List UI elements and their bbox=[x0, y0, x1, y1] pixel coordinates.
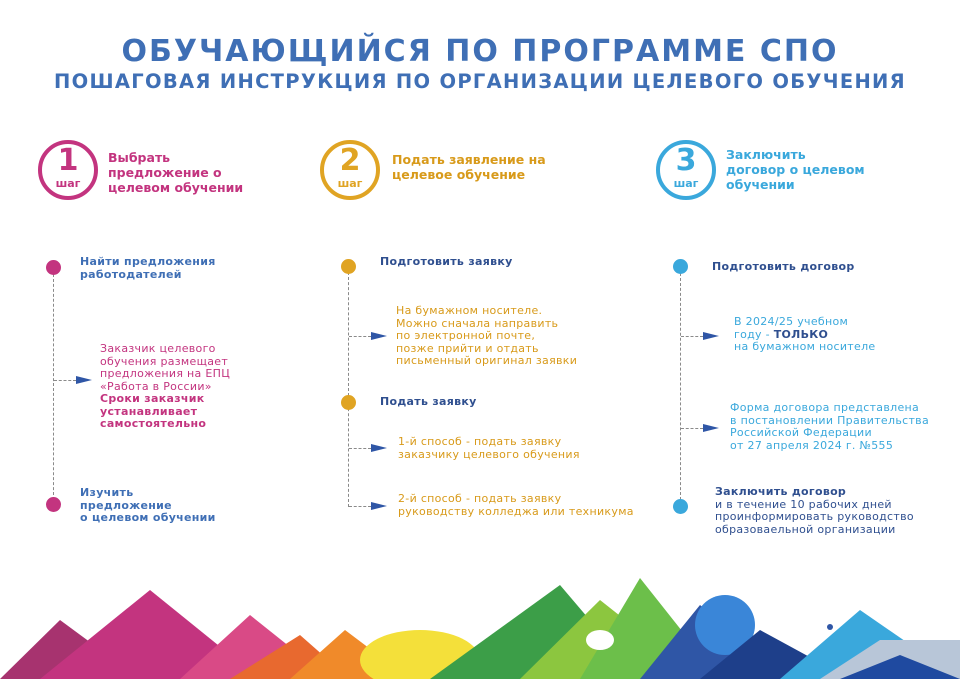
connector-line bbox=[54, 380, 76, 381]
col2-way1 bbox=[398, 436, 580, 461]
timeline-dot bbox=[673, 499, 688, 514]
step-3-badge bbox=[656, 140, 716, 200]
timeline-line-3 bbox=[680, 273, 681, 505]
col2-prepare-text: Подготовить заявку bbox=[380, 255, 513, 268]
step-3-label: шаг bbox=[673, 177, 699, 190]
text-line: проинформировать руководство bbox=[715, 510, 914, 523]
text-line: устанавливает bbox=[100, 404, 198, 418]
arrow-right-icon bbox=[371, 502, 387, 510]
text-line: самостоятельно bbox=[100, 417, 207, 430]
step-1-number: 1 bbox=[57, 143, 79, 178]
col2-way2 bbox=[398, 493, 634, 518]
arrow-right-icon bbox=[703, 424, 719, 432]
text-line: о целевом обучении bbox=[80, 511, 216, 524]
text-line: письменный оригинал заявки bbox=[396, 354, 578, 367]
text-line: В 2024/25 учебном bbox=[734, 315, 849, 328]
step-2-title-line: Подать заявление на bbox=[392, 152, 546, 167]
step-1-title-line: Выбрать bbox=[108, 150, 171, 165]
text-line: в постановлении Правительства bbox=[730, 413, 929, 427]
step-1-title bbox=[108, 150, 243, 195]
text-line: Заказчик целевого bbox=[100, 342, 216, 355]
step-3-title bbox=[726, 147, 865, 192]
arrow-right-icon bbox=[76, 376, 92, 384]
text-fragment: году - bbox=[734, 327, 774, 341]
col1-start-text bbox=[80, 256, 216, 281]
step-2-title-line: целевое обучение bbox=[392, 167, 526, 182]
text-line: обучения размещает bbox=[100, 354, 229, 368]
step-3-title-line: обучении bbox=[726, 177, 795, 192]
text-line: предложение bbox=[80, 498, 172, 512]
arrow-right-icon bbox=[371, 332, 387, 340]
col2-submit-text: Подать заявку bbox=[380, 395, 477, 408]
text-line: работодателей bbox=[80, 267, 182, 281]
step-2-number: 2 bbox=[339, 143, 361, 178]
text-line: позже прийти и отдать bbox=[396, 341, 539, 355]
step-3-title-line: договор о целевом bbox=[726, 162, 865, 177]
timeline-dot bbox=[46, 497, 61, 512]
step-1-title-line: предложение о bbox=[108, 165, 222, 180]
timeline-dot bbox=[341, 395, 356, 410]
timeline-line-2 bbox=[348, 272, 349, 507]
connector-line bbox=[349, 506, 371, 507]
text-line: руководству колледжа или техникума bbox=[398, 504, 634, 518]
page-subtitle: ПОШАГОВАЯ ИНСТРУКЦИЯ ПО ОРГАНИЗАЦИИ ЦЕЛЕВОГО ОБУЧЕНИЯ bbox=[53, 70, 906, 93]
col1-note bbox=[100, 343, 230, 431]
arrow-right-icon bbox=[703, 332, 719, 340]
text-line: Форма договора представлена bbox=[730, 401, 920, 414]
step-1-badge bbox=[38, 140, 98, 200]
connector-line bbox=[349, 336, 371, 337]
step-3-number: 3 bbox=[675, 143, 697, 178]
timeline-line-1 bbox=[53, 274, 54, 500]
text-line: Изучить bbox=[80, 486, 134, 499]
text-line: предложения на ЕПЦ bbox=[100, 367, 231, 380]
text-line: Сроки заказчик bbox=[100, 392, 205, 405]
text-line: Российской Федерации bbox=[730, 426, 872, 439]
timeline-dot bbox=[341, 259, 356, 274]
text-line: образоваельной организации bbox=[715, 522, 896, 536]
step-2-title bbox=[392, 152, 546, 182]
text-line: Можно сначала направить bbox=[396, 316, 559, 330]
col3-conclude bbox=[715, 486, 914, 536]
text-line: по электронной почте, bbox=[396, 329, 536, 342]
arrow-right-icon bbox=[371, 444, 387, 452]
timeline-dot bbox=[46, 260, 61, 275]
decorative-footer-shapes bbox=[0, 560, 960, 679]
text-line: Заключить договор bbox=[715, 485, 847, 498]
step-1-label: шаг bbox=[55, 177, 81, 190]
connector-line bbox=[681, 336, 703, 337]
text-line: на бумажном носителе bbox=[734, 340, 876, 353]
col3-form-note bbox=[730, 402, 929, 452]
col1-end-text bbox=[80, 487, 216, 525]
text-line: от 27 апреля 2024 г. №555 bbox=[730, 438, 894, 452]
text-line: На бумажном носителе. bbox=[396, 304, 543, 317]
col3-prepare-text: Подготовить договор bbox=[712, 260, 855, 273]
text-line: 2-й способ - подать заявку bbox=[398, 492, 562, 505]
text-line: и в течение 10 рабочих дней bbox=[715, 497, 892, 511]
col2-paper-note bbox=[396, 305, 577, 368]
connector-line bbox=[681, 428, 703, 429]
timeline-dot bbox=[673, 259, 688, 274]
text-line: 1-й способ - подать заявку bbox=[398, 435, 562, 448]
col3-year-note bbox=[734, 316, 875, 354]
text-line: «Работа в России» bbox=[100, 379, 212, 393]
text-line: заказчику целевого обучения bbox=[398, 447, 580, 461]
step-2-badge bbox=[320, 140, 380, 200]
page-title: ОБУЧАЮЩИЙСЯ ПО ПРОГРАММЕ СПО bbox=[121, 34, 839, 69]
connector-line bbox=[349, 448, 371, 449]
step-1-title-line: целевом обучении bbox=[108, 180, 244, 195]
step-2-label: шаг bbox=[337, 177, 363, 190]
step-3-title-line: Заключить bbox=[726, 147, 806, 162]
emphasis-text: ТОЛЬКО bbox=[773, 327, 829, 341]
text-line: Найти предложения bbox=[80, 255, 216, 268]
